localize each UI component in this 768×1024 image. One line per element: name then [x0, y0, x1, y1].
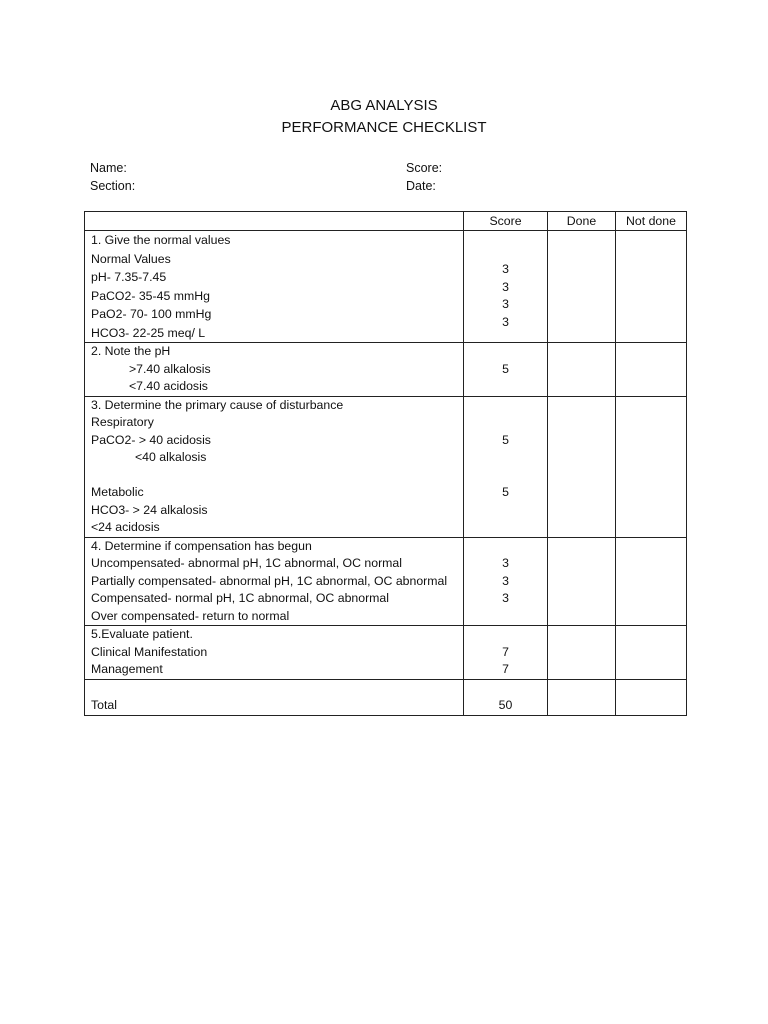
- score-value: 3: [502, 314, 509, 329]
- column-header-item: [85, 212, 464, 231]
- done-checkbox-cell[interactable]: [548, 626, 616, 680]
- item-cell: [85, 396, 464, 537]
- score-cell: [464, 679, 548, 715]
- done-checkbox-cell[interactable]: [548, 679, 616, 715]
- done-checkbox-cell[interactable]: [548, 231, 616, 343]
- item-line: <40 alkalosis: [135, 450, 207, 464]
- item-heading: 4. Determine if compensation has begun: [91, 538, 312, 553]
- score-value: 3: [502, 262, 509, 276]
- score-value: 5: [502, 485, 509, 499]
- score-cell: [464, 231, 548, 343]
- item-line: Metabolic: [91, 485, 144, 499]
- total-score-value: 50: [498, 698, 513, 712]
- item-line: PaO2- 70- 100 mmHg: [91, 307, 212, 321]
- table-header-row: [85, 212, 687, 231]
- item-line: [91, 467, 463, 485]
- item-line: Management: [91, 662, 163, 676]
- score-cell: [464, 626, 548, 680]
- score-value: 3: [502, 573, 509, 588]
- score-value: 5: [502, 361, 509, 376]
- score-value: 3: [502, 279, 509, 294]
- item-heading: 1. Give the normal values: [91, 233, 231, 247]
- item-cell: [85, 231, 464, 343]
- table-row: [85, 396, 687, 537]
- score-value: 7: [502, 644, 509, 659]
- item-line: pH- 7.35-7.45: [91, 270, 167, 284]
- item-line: [91, 680, 463, 698]
- item-line: Normal Values: [91, 251, 171, 266]
- score-value: 3: [502, 297, 509, 311]
- item-heading: 3. Determine the primary cause of disturbance: [91, 397, 344, 412]
- done-checkbox-cell[interactable]: [548, 396, 616, 537]
- column-header-not-done: Not done: [616, 212, 687, 231]
- item-cell: [85, 537, 464, 626]
- item-line: Respiratory: [91, 415, 154, 429]
- table-row-total: [85, 679, 687, 715]
- item-line: PaCO2- 35-45 mmHg: [91, 288, 210, 303]
- not-done-checkbox-cell[interactable]: [616, 537, 687, 626]
- item-line: Compensated- normal pH, 1C abnormal, OC abnormal: [91, 591, 389, 605]
- done-checkbox-cell[interactable]: [548, 343, 616, 397]
- item-cell: [85, 679, 464, 715]
- score-value: 3: [502, 556, 509, 570]
- item-line: HCO3- > 24 alkalosis: [91, 502, 208, 517]
- score-value: 3: [502, 591, 509, 605]
- score-label: Score:: [406, 161, 443, 175]
- item-cell: [85, 343, 464, 397]
- score-cell: [464, 396, 548, 537]
- date-label: Date:: [406, 179, 436, 193]
- table-row: [85, 343, 687, 397]
- not-done-checkbox-cell[interactable]: [616, 396, 687, 537]
- document-title: ABG ANALYSIS: [330, 97, 438, 114]
- item-line: HCO3- 22-25 meq/ L: [91, 325, 206, 340]
- table-row: [85, 626, 687, 680]
- table-row: [85, 231, 687, 343]
- score-cell: [464, 343, 548, 397]
- student-info: [90, 159, 135, 195]
- not-done-checkbox-cell[interactable]: [616, 626, 687, 680]
- item-line: Partially compensated- abnormal pH, 1C abnormal, OC abnormal: [91, 573, 448, 588]
- item-heading: 2. Note the pH: [91, 344, 171, 358]
- total-label: Total: [91, 698, 117, 712]
- document-subtitle: PERFORMANCE CHECKLIST: [281, 119, 487, 136]
- item-cell: [85, 626, 464, 680]
- score-value: 5: [502, 432, 509, 447]
- document-title-block: [0, 95, 768, 139]
- item-line: Clinical Manifestation: [91, 644, 208, 659]
- not-done-checkbox-cell[interactable]: [616, 343, 687, 397]
- not-done-checkbox-cell[interactable]: [616, 231, 687, 343]
- name-label: Name:: [90, 161, 127, 175]
- score-cell: [464, 537, 548, 626]
- checklist-table: [84, 211, 687, 716]
- item-line: >7.40 alkalosis: [129, 361, 211, 376]
- item-line: PaCO2- > 40 acidosis: [91, 432, 211, 447]
- done-checkbox-cell[interactable]: [548, 537, 616, 626]
- item-line: Over compensated- return to normal: [91, 608, 290, 623]
- score-value: 7: [502, 662, 509, 676]
- item-line: Uncompensated- abnormal pH, 1C abnormal, OC normal: [91, 556, 402, 570]
- item-line: <24 acidosis: [91, 520, 160, 534]
- section-label: Section:: [90, 179, 136, 193]
- column-header-score: Score: [464, 212, 548, 231]
- item-heading: 5.Evaluate patient.: [91, 627, 193, 641]
- item-line: <7.40 acidosis: [129, 379, 208, 393]
- grading-info: [406, 159, 442, 195]
- column-header-done: Done: [548, 212, 616, 231]
- not-done-checkbox-cell[interactable]: [616, 679, 687, 715]
- table-row: [85, 537, 687, 626]
